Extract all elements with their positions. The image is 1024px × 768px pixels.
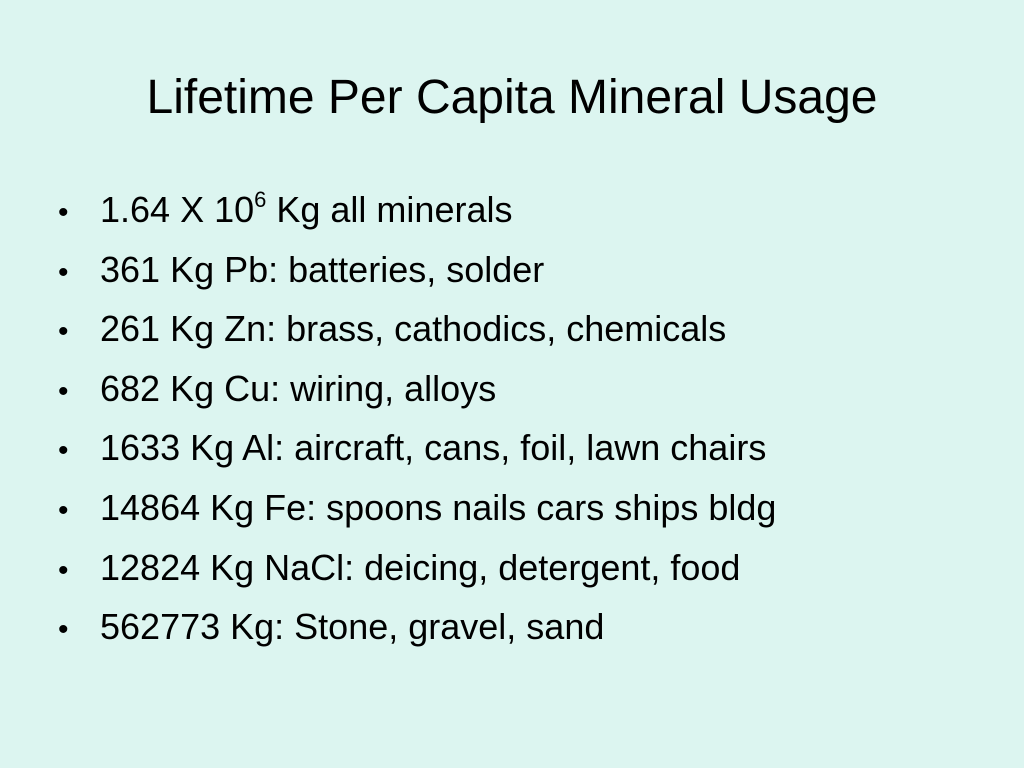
bullet-text: 361 Kg Pb: batteries, solder [100,248,545,290]
list-item [58,240,998,300]
list-item [58,597,998,657]
exponent: 6 [254,187,267,212]
list-item [58,538,998,598]
bullet-text: 1633 Kg Al: aircraft, cans, foil, lawn chairs [100,427,767,469]
bullet-icon: • [58,374,69,408]
bullet-text: 1.64 X $10^6$ Kg all minerals [100,187,513,230]
bullet-icon: • [58,493,69,527]
bullet-icon: • [58,196,69,229]
list-item [58,180,998,240]
bullet-icon: • [58,613,69,647]
list-item [58,478,998,538]
bullet-icon: • [58,255,69,289]
bullet-text: 12824 Kg NaCl: deicing, detergent, food [100,546,741,588]
list-item [58,418,998,478]
list-item [58,299,998,359]
bullet-text: 562773 Kg: Stone, gravel, sand [100,606,605,648]
bullet-text: 14864 Kg Fe: spoons nails cars ships bldg [100,486,777,528]
bullet-text: 682 Kg Cu: wiring, alloys [100,367,497,409]
bullet-text: 261 Kg Zn: brass, cathodics, chemicals [100,308,727,350]
bullet-icon: • [58,315,69,349]
bullet-icon: • [58,553,69,587]
bullet-list [58,180,998,657]
list-item [58,359,998,419]
slide-title: Lifetime Per Capita Mineral Usage [146,71,878,124]
bullet-icon: • [58,434,69,468]
